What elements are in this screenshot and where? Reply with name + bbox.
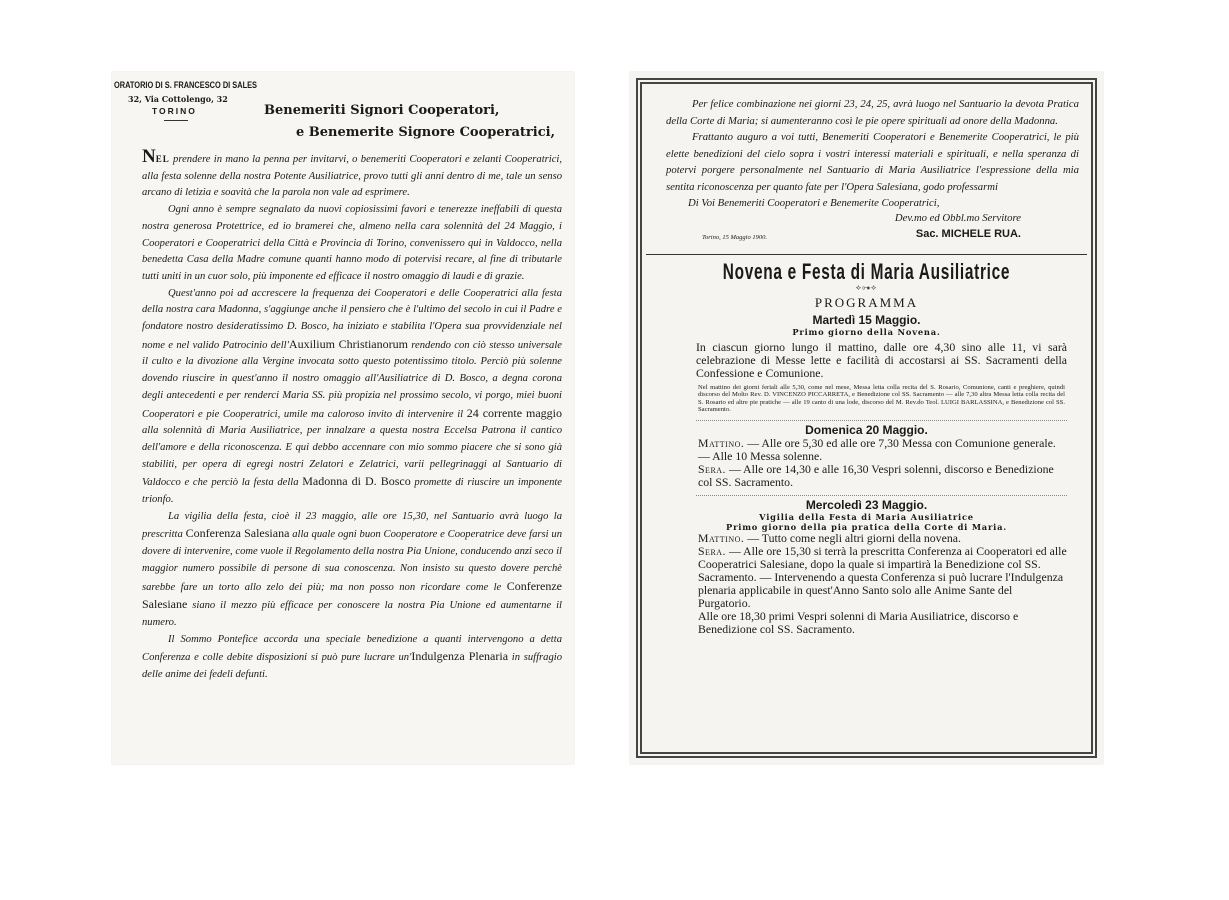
header-rule: [164, 120, 188, 121]
day-1-subheading: Primo giorno della Novena.: [792, 326, 941, 337]
letter-body: [114, 146, 563, 684]
day-2-mattino: [640, 437, 1093, 463]
day-2-section: [640, 423, 1093, 489]
paragraph-5-text-a: Il Sommo Pontefice accorda una speciale benedizione a quanti intervengono a detta Conferenza e colle debite disposizioni si può pure lucrare un': [142, 633, 562, 664]
closing-line: Di Voi Benemeriti Cooperatori e Benemerite Cooperatrici,: [688, 197, 940, 209]
day-1-text: In ciascun giorno lungo il mattino, dalle ore 4,30 sino alle 11, vi sarà celebrazione di Messe lette e facilità di accostarsi ai SS. Sacramenti della Confessione e Comunione.: [696, 339, 1067, 380]
opening-smallcaps: EL: [155, 154, 170, 164]
paragraph-4-text-b: alla quale ogni buon Cooperatore e Cooperatrice deve farsi un dovere di intervenire, come vuole il Regolamento della nostra Pia Unione, conducendo anzi seco il maggior numero possibile di persone di sua conoscenza. Non insisto su questo dovere perchè sarebbe fare un torto allo zelo dei più; ma non posso non ricordare come le: [142, 529, 563, 593]
day-3-vespri: Alle ore 18,30 primi Vespri solenni di Maria Ausiliatrice, discorso e Benedizione col SS. Sacramento.: [698, 608, 1019, 636]
left-page: [112, 72, 574, 764]
paragraph-5: [142, 632, 562, 684]
organization-city: TORINO: [152, 106, 197, 116]
drop-cap: N: [142, 146, 156, 167]
conferenze-salesiane: Conferenze Salesiane: [142, 578, 562, 612]
programma-heading: PROGRAMMA: [814, 294, 919, 310]
sera-label: Sera.: [698, 543, 727, 558]
intro-paragraph-1: Per felice combinazione nei giorni 23, 24, 25, avrà luogo nel Santuario la devota Pratica della Corte di Maria; si aumenteranno così le pie opere spirituali ad onore della Madonna.: [666, 98, 1079, 127]
day-3-sera-text: — Alle ore 15,30 si terrà la prescritta Conferenza ai Cooperatori ed alle Cooperatrici Salesiane, dopo la quale si impartirà la Benedizione col SS. Sacramento. — Intervenendo a questa Conferenza si può lucrare l'Indulgenza plenaria applicabile in quest'Anno Santo solo alle Anime Sante del Purgatorio.: [698, 543, 1067, 610]
day-3-mattino-text: — Tutto come negli altri giorni della novena.: [744, 530, 961, 545]
feast-date: 24 corrente maggio: [466, 405, 562, 420]
day-1-section: [640, 313, 1093, 414]
salutation-line-2: e Benemerite Signore Cooperatrici,: [296, 125, 556, 140]
day-3-subheading-2: Primo giorno della pia pratica della Corte di Maria.: [726, 521, 1007, 532]
signature-block: [640, 212, 1093, 248]
day-separator: [696, 495, 1067, 496]
auxilium-christianorum: Auxilium Christianorum: [288, 336, 408, 351]
day-separator: [696, 420, 1067, 421]
salutation: [264, 100, 555, 144]
ornament-icon: ⟡⊶⟡: [855, 282, 878, 292]
conferenza-salesiana: Conferenza Salesiana: [185, 526, 290, 541]
paragraph-4: [142, 509, 562, 632]
indulgenza-plenaria: Indulgenza Plenaria: [411, 649, 509, 664]
day-2-sera: [640, 463, 1093, 489]
section-divider: [646, 254, 1087, 255]
right-page: [630, 72, 1103, 764]
novena-title: Novena e Festa di Maria Ausiliatrice: [722, 258, 1011, 284]
paragraph-1: [142, 146, 562, 202]
mattino-label: Mattino.: [698, 530, 745, 545]
organization-block: [114, 80, 258, 121]
paragraph-4-text-a: La vigilia della festa, cioè il 23 maggio, alle ore 15,30, nel Santuario avrà luogo la prescritta: [142, 510, 562, 541]
day-3-section: [640, 498, 1093, 636]
letter-header: [114, 80, 562, 144]
paragraph-4-text-c: siano il mezzo più efficace per conoscere la nostra Pia Unione ed aumentarne il numero.: [142, 600, 562, 628]
devoted-servant: Dev.mo ed Obbl.mo Servitore: [894, 211, 1021, 224]
paragraph-2: Ogni anno è sempre segnalato da nuovi copiosissimi favori e tenerezze ineffabili di questa nostra generosa Protettrice, ed io bramerei che, almeno nella cara solennità del 24 Maggio, i Cooperatori e Cooperatrici della Città e Provincia di Torino, convenissero qui in Valdocco, nella benedetta Casa della Madre comune quanti hanno modo di potervisi recare, al fine di tributarle tutti uniti in un cuor solo, più imponente ed efficace il nostro omaggio di laudi e di grazie.: [142, 204, 562, 282]
day-1-heading: Martedì 15 Maggio.: [812, 312, 921, 327]
letter-conclusion: [640, 82, 1093, 212]
paragraph-3: [142, 286, 562, 509]
madonna-di-don-bosco: Madonna di D. Bosco: [302, 474, 411, 489]
day-3-sera: [640, 545, 1093, 610]
paragraph-5-text-b: in suffragio delle anime dei fedeli defunti.: [142, 652, 562, 681]
organization-name: ORATORIO DI S. FRANCESCO DI SALES: [114, 80, 258, 91]
paragraph-3-text-c: alla solennità di Maria Ausiliatrice, per innalzare a questa nostra Eccelsa Patrona il cantico dell'amore e della riconoscenza. E qui debbo accennare con mio sommo piacere che si sono già stabiliti, per opera di egregi nostri Zelatori e Zelatrici, varii pellegrinaggi al Santuario di Valdocco e che perciò la festa della: [142, 425, 562, 489]
paragraph-3-text-b: rendendo con ciò stesso universale il culto e la divozione alla Vergine invocata sotto questo potentissimo titolo. Perciò più solenne dovendo riuscire in quest'anno il nostro omaggio all'Ausiliatrice di D. Bosco, a degna corona degli antecedenti e per renderci Maria SS. più propizia nel prossimo secolo, vi porgo, miei buoni Cooperatori e pie Cooperatrici, umile ma caloroso invito di intervenire il: [142, 339, 562, 420]
day-2-mattino-text: — Alle ore 5,30 ed alle ore 7,30 Messa con Comunione generale. — Alle 10 Messa solenne.: [698, 435, 1056, 463]
day-1-note: Nel mattino dei giorni feriali alle 5,30, come nel mese, Messa letta colla recita del S. Rosario, Comunione, canti e preghiere, quindi discorso del Molto Rev. D. VINCENZO PICCARRETA, e Benedizione col SS. Sacramento — alle 7,30 altra Messa letta colla recita del S. Rosario ed altre pie pratiche — alle 19 canto di una lode, discorso del M. Rev.do Teol. LUIGI BARLASSINA, e Benedizione col SS. Sacramento.: [698, 383, 1065, 414]
signature: Sac. MICHELE RUA.: [915, 227, 1021, 240]
day-2-heading: Domenica 20 Maggio.: [805, 422, 928, 437]
date-place: Torino, 15 Maggio 1900.: [702, 233, 767, 241]
day-3-subheading-1: Vigilia della Festa di Maria Ausiliatrice: [759, 511, 974, 522]
paragraph-1-text: prendere in mano la penna per invitarvi, o benemeriti Cooperatori e zelanti Cooperatrici, alla festa solenne della nostra Potente Ausiliatrice, provo tutti gli anni dentro di me, tale un senso arcano di letizia e soavità che la parola non vale ad esprimere.: [142, 154, 562, 199]
intro-paragraph-2: Frattanto auguro a voi tutti, Benemeriti Cooperatori e Benemerite Cooperatrici, le più elette benedizioni del cielo sopra i vostri interessi materiali e spirituali, e nella speranza di potervi porgere personalmente nel Santuario di Maria Ausiliatrice l'espressione della mia sentita riconoscenza per quanto fate per l'Opera Salesiana, godo professarmi: [666, 131, 1079, 193]
day-2-sera-text: — Alle ore 14,30 e alle 16,30 Vespri solenni, discorso e Benedizione col SS. Sacramento.: [698, 461, 1054, 489]
paragraph-3-text-a: Quest'anno poi ad accrescere la frequenza dei Cooperatori e delle Cooperatrici alla festa della nostra cara Madonna, s'aggiunge anche il pensiero che è l'ultimo del secolo in cui il Padre e fondatore nostro desideratissimo D. Bosco, ha iniziato e stabilita l'Opera sua provvidenziale nel nome e nel valido Patrocinio dell': [142, 287, 562, 351]
sera-label: Sera.: [698, 461, 727, 476]
paragraph-3-text-d: promette di riuscire un imponente trionfo.: [142, 477, 563, 506]
salutation-line-1: Benemeriti Signori Cooperatori,: [264, 103, 500, 118]
day-3-heading: Mercoledì 23 Maggio.: [805, 497, 928, 512]
organization-address: 32, Via Cottolengo, 32: [128, 94, 228, 104]
mattino-label: Mattino.: [698, 435, 745, 450]
